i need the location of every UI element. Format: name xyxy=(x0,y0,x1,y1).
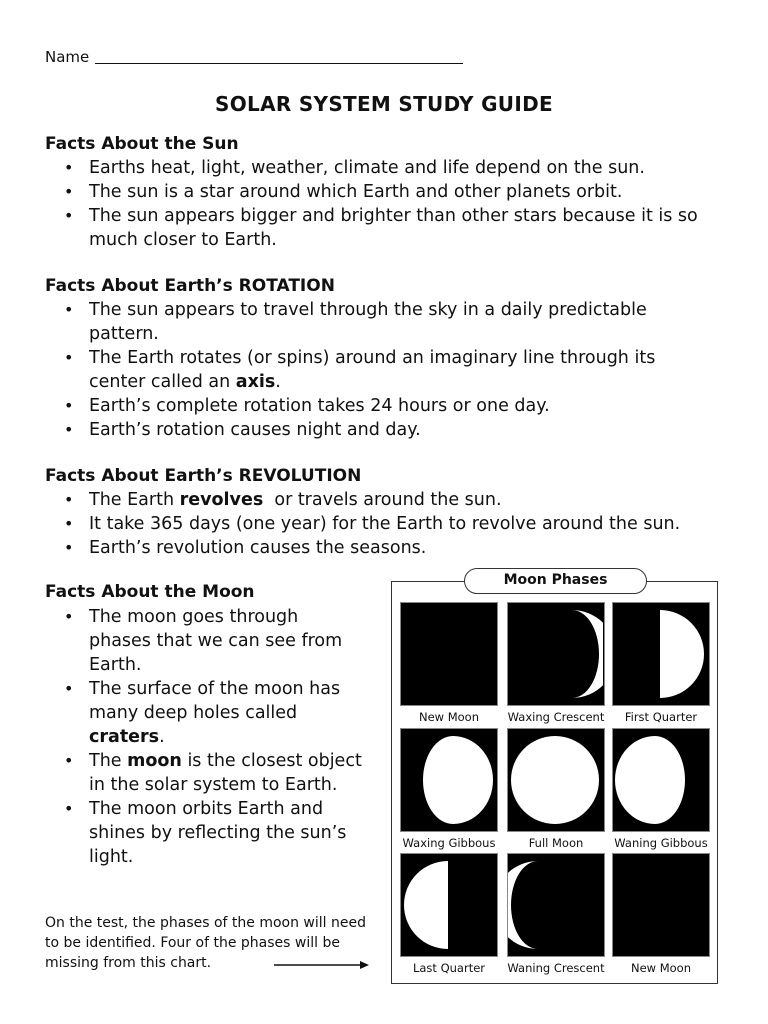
phase-cell-new-moon xyxy=(400,602,498,724)
list-item: • The sun is a star around which Earth and other planets orbit. xyxy=(64,180,714,204)
moon-phases-title: Moon Phases xyxy=(464,568,647,594)
list-item: • The moon goes through phases that we can see from Earth. xyxy=(64,605,364,677)
full-moon-image xyxy=(507,728,605,832)
list-item: • The moon orbits Earth and shines by reflecting the sun’s light. xyxy=(64,797,364,869)
phase-label: Last Quarter xyxy=(412,961,486,975)
phase-label: New Moon xyxy=(418,710,480,724)
name-line[interactable] xyxy=(95,49,463,64)
arrow-right-icon xyxy=(274,958,370,972)
waning-gibbous-image xyxy=(612,728,710,832)
list-item xyxy=(64,677,364,749)
phase-cell-waning-crescent xyxy=(507,853,605,975)
first-quarter-image xyxy=(612,602,710,706)
list-item: • Earth’s revolution causes the seasons. xyxy=(64,536,724,560)
phase-cell-waxing-gibbous xyxy=(400,728,498,850)
revolves-term: revolves xyxy=(179,490,264,510)
name-label: Name xyxy=(45,48,90,66)
phase-cell-last-quarter xyxy=(400,853,498,975)
moon-heading: Facts About the Moon xyxy=(45,582,255,602)
revolution-heading: Facts About Earth’s REVOLUTION xyxy=(45,466,362,486)
new-moon-image xyxy=(612,853,710,957)
text: The Earth rotates (or spins) around an imaginary line through its center called an xyxy=(89,348,656,392)
axis-term: axis xyxy=(235,372,276,392)
list-item: • It take 365 days (one year) for the Earth to revolve around the sun. xyxy=(64,512,724,536)
list-item: • The sun appears bigger and brighter than other stars because it is so much closer to Earth. xyxy=(64,204,714,252)
moon-facts-list xyxy=(64,605,364,869)
rotation-facts-list xyxy=(64,298,684,442)
phase-cell-first-quarter xyxy=(612,602,710,724)
text: or travels around the sun. xyxy=(263,490,502,510)
text: . xyxy=(159,727,165,747)
list-item: • Earths heat, light, weather, climate and life depend on the sun. xyxy=(64,156,714,180)
list-item: • Earth’s rotation causes night and day. xyxy=(64,418,684,442)
phase-label: New Moon xyxy=(630,961,692,975)
phase-cell-new-moon-2 xyxy=(612,853,710,975)
name-field[interactable] xyxy=(45,48,463,66)
sun-facts-list xyxy=(64,156,714,252)
list-item xyxy=(64,749,364,797)
text: The xyxy=(89,751,128,771)
list-item: • The sun appears to travel through the sky in a daily predictable pattern. xyxy=(64,298,684,346)
phase-label: First Quarter xyxy=(624,710,698,724)
waxing-crescent-image xyxy=(507,602,605,706)
phase-cell-full-moon xyxy=(507,728,605,850)
text: The surface of the moon has many deep holes called xyxy=(89,679,341,723)
phase-cell-waxing-crescent xyxy=(507,602,605,724)
waxing-gibbous-image xyxy=(400,728,498,832)
phase-label: Full Moon xyxy=(528,836,584,850)
list-item xyxy=(64,346,684,394)
new-moon-image xyxy=(400,602,498,706)
test-note: On the test, the phases of the moon will need to be identified. Four of the phases will be missing from this chart. xyxy=(45,915,366,971)
phase-label: Waning Gibbous xyxy=(614,836,708,850)
last-quarter-image xyxy=(400,853,498,957)
text: . xyxy=(275,372,281,392)
phase-label: Waning Crescent xyxy=(507,961,605,975)
text: The Earth xyxy=(89,490,180,510)
rotation-heading: Facts About Earth’s ROTATION xyxy=(45,276,335,296)
list-item: • Earth’s complete rotation takes 24 hours or one day. xyxy=(64,394,684,418)
list-item xyxy=(64,488,724,512)
page-title: SOLAR SYSTEM STUDY GUIDE xyxy=(215,92,553,116)
craters-term: craters xyxy=(89,727,160,747)
waning-crescent-image xyxy=(507,853,605,957)
moon-term: moon xyxy=(127,751,182,771)
phase-label: Waxing Gibbous xyxy=(402,836,496,850)
phase-label: Waxing Crescent xyxy=(507,710,605,724)
revolution-facts-list xyxy=(64,488,724,560)
phase-cell-waning-gibbous xyxy=(612,728,710,850)
sun-heading: Facts About the Sun xyxy=(45,134,239,154)
text: is the closest object in the solar system to Earth. xyxy=(89,751,362,795)
